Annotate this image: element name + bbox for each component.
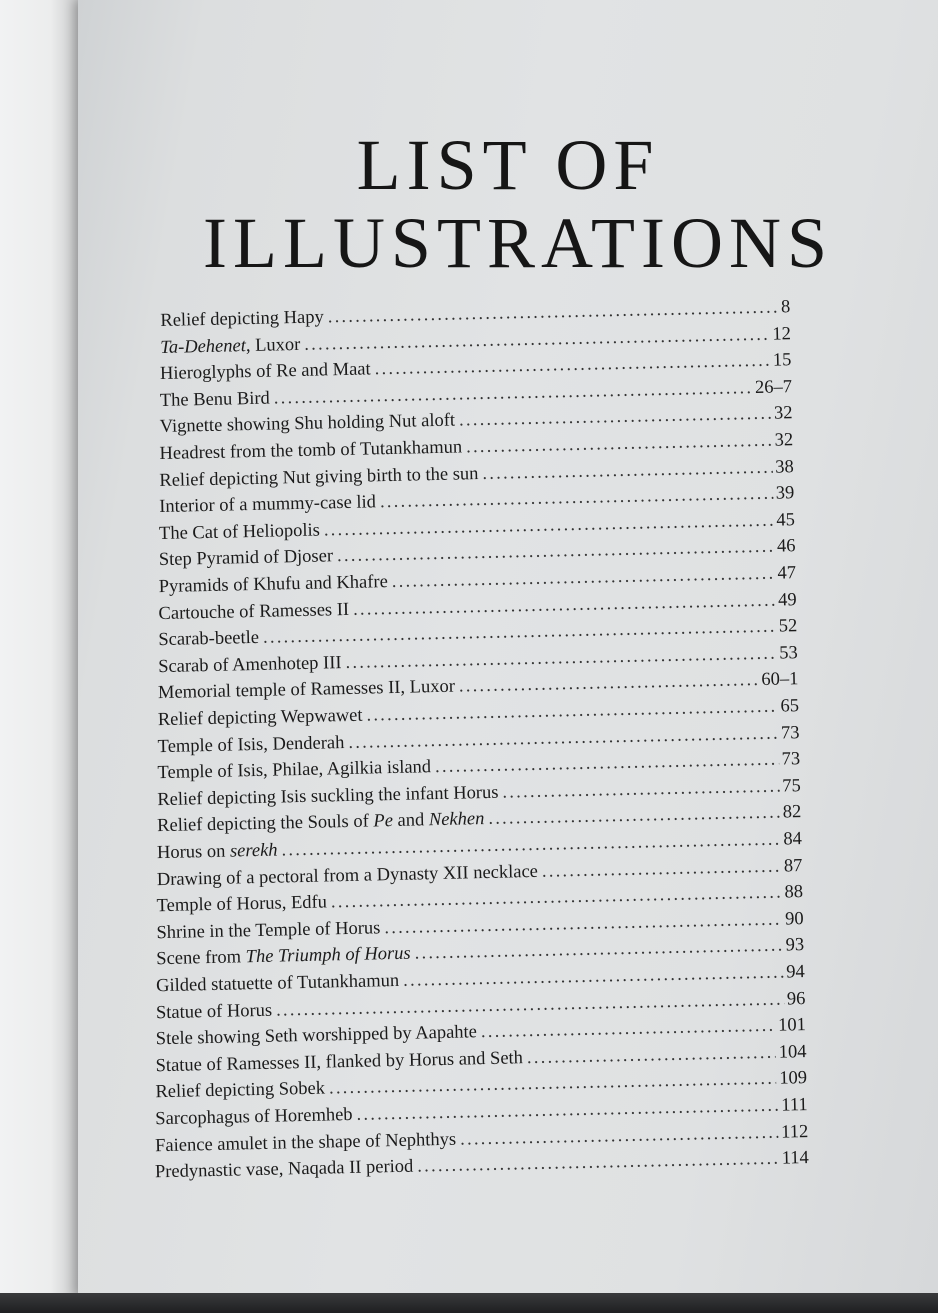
page-number: 111 — [781, 1095, 808, 1116]
page-number: 60–1 — [761, 669, 799, 691]
page-number: 112 — [780, 1121, 809, 1143]
page-number: 114 — [781, 1148, 810, 1169]
text: Relief depicting Wepwawet — [157, 705, 363, 731]
illustration-title — [160, 307, 324, 332]
illustration-title — [158, 706, 363, 731]
illustration-title — [155, 1105, 353, 1130]
text: The Cat of Heliopolis — [158, 520, 321, 544]
page-number: 52 — [778, 616, 798, 637]
page-number: 38 — [775, 456, 794, 478]
page-number: 39 — [775, 483, 795, 504]
page-number: 93 — [785, 935, 805, 956]
page-number: 94 — [786, 962, 805, 983]
text: Hieroglyphs of Re and Maat — [159, 359, 371, 385]
text: Interior of a mummy-case lid — [158, 492, 377, 518]
italic-text: Nekhen — [428, 809, 485, 831]
page-number: 101 — [777, 1015, 807, 1036]
title-line-2: ILLUSTRATIONS — [203, 203, 833, 284]
text: Scene from — [156, 947, 246, 970]
page-number: 26–7 — [754, 377, 793, 398]
text: Sarcophagus of Horemheb — [155, 1104, 353, 1130]
illustration-title — [158, 653, 342, 678]
text: Horus on — [156, 841, 231, 864]
text: Gilded statuette of Tutankhamun — [155, 970, 400, 997]
illustration-title — [160, 360, 371, 386]
text: Faience amulet in the shape of Nephthys — [154, 1129, 457, 1156]
dot-leader — [328, 297, 779, 328]
illustration-title — [159, 547, 334, 572]
illustration-title — [156, 944, 411, 971]
illustration-title — [155, 1079, 325, 1104]
text: Temple of Isis, Denderah — [157, 732, 345, 757]
illustration-title — [156, 918, 380, 944]
page-number: 49 — [777, 589, 797, 611]
page-number: 75 — [781, 775, 801, 797]
text: Shrine in the Temple of Horus — [156, 918, 381, 943]
page-number: 73 — [781, 749, 801, 770]
page-number: 45 — [776, 509, 796, 531]
page-number: 84 — [783, 829, 803, 850]
text: Relief depicting Hapy — [160, 307, 324, 331]
illustration-title — [157, 733, 344, 758]
italic-text: serekh — [229, 840, 278, 862]
page-number: 96 — [786, 988, 806, 1010]
text: Scarab of Amenhotep III — [157, 652, 342, 677]
page-number: 15 — [772, 350, 792, 371]
page-number: 73 — [780, 722, 800, 744]
text: Headrest from the tomb of Tutankhamun — [159, 437, 463, 465]
text: Stele showing Seth worshipped by Aapahte — [155, 1022, 478, 1050]
page-number: 53 — [779, 642, 799, 664]
text: Relief depicting the Souls of — [156, 811, 374, 837]
text: Memorial temple of Ramesses II, Luxor — [157, 677, 456, 704]
text: Scarab-beetle — [158, 628, 260, 651]
illustration-title — [158, 628, 259, 651]
illustration-title — [156, 1000, 273, 1024]
page-number: 46 — [776, 536, 796, 557]
illustration-title — [158, 600, 349, 625]
text: and — [392, 810, 430, 832]
illustration-title — [158, 572, 388, 598]
illustration-title — [155, 1157, 414, 1184]
title-line-1: LIST OF — [356, 125, 660, 206]
page-number: 12 — [772, 323, 792, 345]
text: Temple of Horus, Edfu — [156, 892, 328, 917]
page-number: 104 — [778, 1041, 807, 1063]
text: The Benu Bird — [159, 388, 271, 411]
book-cover-edge — [0, 1293, 938, 1313]
text: Pyramids of Khufu and Khafre — [158, 572, 389, 598]
page-number: 32 — [774, 430, 794, 451]
italic-text: Ta-Dehenet — [160, 335, 247, 358]
illustrations-list — [78, 294, 938, 1233]
page-number: 90 — [784, 908, 804, 930]
text: Relief depicting Nut giving birth to the sun — [159, 463, 479, 491]
italic-text: The Triumph of Horus — [245, 944, 411, 968]
text: Vignette showing Shu holding Nut aloft — [159, 410, 456, 438]
text: Step Pyramid of Djoser — [158, 546, 334, 571]
text: Statue of Ramesses II, flanked by Horus and Seth — [155, 1048, 524, 1077]
text: Relief depicting Isis suckling the infant Horus — [157, 782, 499, 810]
text: Predynastic vase, Naqada II period — [154, 1156, 414, 1183]
page-number: 88 — [784, 882, 804, 903]
text: Drawing of a pectoral from a Dynasty XII necklace — [156, 861, 539, 890]
book-page — [78, 0, 938, 1296]
illustration-title — [156, 893, 327, 918]
text: , Luxor — [245, 334, 301, 356]
page-number: 47 — [777, 563, 797, 584]
text: Temple of Isis, Philae, Agilkia island — [157, 757, 432, 784]
illustration-title — [160, 335, 301, 359]
dot-leader — [527, 1043, 776, 1069]
page-number: 32 — [773, 403, 793, 424]
text: Cartouche of Ramesses II — [158, 599, 350, 624]
illustration-title — [156, 971, 399, 997]
illustration-title — [157, 841, 278, 865]
illustration-title — [160, 388, 270, 411]
page-number: 87 — [783, 855, 803, 877]
page-title — [78, 126, 938, 282]
page-number: 65 — [780, 696, 800, 717]
page-number: 82 — [782, 802, 802, 823]
illustration-title — [159, 520, 320, 545]
italic-text: Pe — [373, 811, 394, 832]
page-number: 109 — [779, 1068, 808, 1090]
dot-leader — [542, 856, 782, 882]
illustration-title — [159, 493, 376, 519]
text: Statue of Horus — [155, 1000, 273, 1023]
text: Relief depicting Sobek — [155, 1078, 326, 1103]
page-number: 8 — [780, 297, 791, 318]
